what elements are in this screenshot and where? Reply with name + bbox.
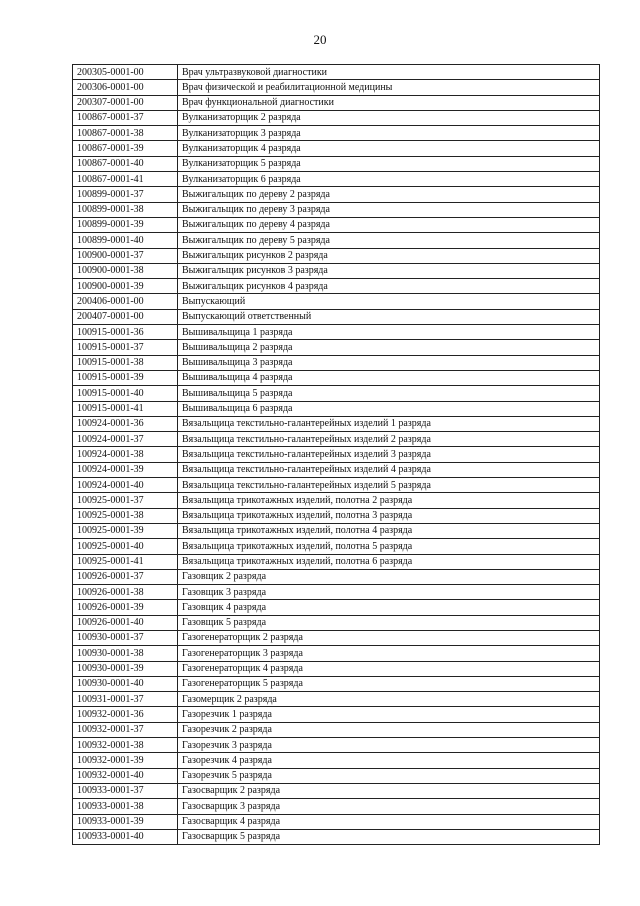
occupation-code-cell: 100925-0001-41 — [73, 554, 178, 569]
table-row — [73, 233, 600, 248]
table-row — [73, 523, 600, 538]
table-row — [73, 340, 600, 355]
table-row — [73, 615, 600, 630]
table-row — [73, 263, 600, 278]
table-row — [73, 325, 600, 340]
occupation-name-cell: Вышивальщица 6 разряда — [178, 401, 600, 416]
table-row — [73, 156, 600, 171]
table-row — [73, 309, 600, 324]
table-row — [73, 462, 600, 477]
occupation-name-cell: Газосварщик 4 разряда — [178, 814, 600, 829]
occupation-code-cell: 100925-0001-38 — [73, 508, 178, 523]
occupation-name-cell: Вязальщица текстильно-галантерейных изделий 3 разряда — [178, 447, 600, 462]
occupation-code-cell: 100924-0001-40 — [73, 478, 178, 493]
table-row — [73, 432, 600, 447]
occupation-name-cell: Вязальщица текстильно-галантерейных изделий 5 разряда — [178, 478, 600, 493]
occupation-code-cell: 100915-0001-38 — [73, 355, 178, 370]
occupation-name-cell: Вулканизаторщик 3 разряда — [178, 126, 600, 141]
table-row — [73, 478, 600, 493]
occupation-name-cell: Выжигальщик рисунков 4 разряда — [178, 279, 600, 294]
table-row — [73, 600, 600, 615]
occupation-code-cell: 100915-0001-39 — [73, 370, 178, 385]
occupation-code-cell: 100933-0001-39 — [73, 814, 178, 829]
occupation-code-cell: 200406-0001-00 — [73, 294, 178, 309]
table-row — [73, 539, 600, 554]
table-row — [73, 768, 600, 783]
occupation-name-cell: Газорезчик 4 разряда — [178, 753, 600, 768]
occupation-code-cell: 100932-0001-38 — [73, 738, 178, 753]
table-row — [73, 141, 600, 156]
occupation-name-cell: Газосварщик 2 разряда — [178, 783, 600, 798]
occupation-name-cell: Газогенераторщик 4 разряда — [178, 661, 600, 676]
table-row — [73, 248, 600, 263]
occupation-name-cell: Врач ультразвуковой диагностики — [178, 65, 600, 80]
table-row — [73, 172, 600, 187]
occupation-code-cell: 200307-0001-00 — [73, 95, 178, 110]
occupation-name-cell: Вязальщица текстильно-галантерейных изделий 2 разряда — [178, 432, 600, 447]
occupation-name-cell: Выпускающий — [178, 294, 600, 309]
table-row — [73, 187, 600, 202]
occupation-code-cell: 100867-0001-41 — [73, 172, 178, 187]
occupation-name-cell: Газосварщик 5 разряда — [178, 829, 600, 844]
occupation-code-cell: 200306-0001-00 — [73, 80, 178, 95]
occupation-name-cell: Выжигальщик по дереву 5 разряда — [178, 233, 600, 248]
occupation-name-cell: Газовщик 4 разряда — [178, 600, 600, 615]
occupation-code-cell: 100926-0001-38 — [73, 585, 178, 600]
occupation-code-cell: 100867-0001-37 — [73, 110, 178, 125]
table-row — [73, 126, 600, 141]
occupation-name-cell: Газовщик 5 разряда — [178, 615, 600, 630]
occupation-code-cell: 100867-0001-38 — [73, 126, 178, 141]
table-body — [73, 65, 600, 845]
occupation-name-cell: Вышивальщица 1 разряда — [178, 325, 600, 340]
occupation-name-cell: Вязальщица трикотажных изделий, полотна 3 разряда — [178, 508, 600, 523]
table-row — [73, 814, 600, 829]
occupation-name-cell: Вышивальщица 4 разряда — [178, 370, 600, 385]
occupation-code-cell: 100933-0001-40 — [73, 829, 178, 844]
table-row — [73, 217, 600, 232]
occupation-code-cell: 100925-0001-39 — [73, 523, 178, 538]
occupation-codes-table — [72, 64, 600, 845]
occupation-name-cell: Вулканизаторщик 6 разряда — [178, 172, 600, 187]
table-row — [73, 661, 600, 676]
occupation-name-cell: Вязальщица трикотажных изделий, полотна 5 разряда — [178, 539, 600, 554]
occupation-code-cell: 100930-0001-37 — [73, 630, 178, 645]
table-row — [73, 554, 600, 569]
occupation-name-cell: Вышивальщица 5 разряда — [178, 386, 600, 401]
occupation-code-cell: 100900-0001-38 — [73, 263, 178, 278]
occupation-name-cell: Газовщик 3 разряда — [178, 585, 600, 600]
occupation-name-cell: Вышивальщица 2 разряда — [178, 340, 600, 355]
occupation-code-cell: 100926-0001-37 — [73, 569, 178, 584]
table-row — [73, 508, 600, 523]
table-row — [73, 202, 600, 217]
occupation-code-cell: 100931-0001-37 — [73, 692, 178, 707]
table-row — [73, 401, 600, 416]
table-row — [73, 65, 600, 80]
occupation-code-cell: 200305-0001-00 — [73, 65, 178, 80]
occupation-code-cell: 100932-0001-39 — [73, 753, 178, 768]
occupation-name-cell: Газогенераторщик 3 разряда — [178, 646, 600, 661]
occupation-code-cell: 100915-0001-40 — [73, 386, 178, 401]
occupation-name-cell: Вязальщица трикотажных изделий, полотна 6 разряда — [178, 554, 600, 569]
occupation-code-cell: 100899-0001-37 — [73, 187, 178, 202]
occupation-name-cell: Вязальщица текстильно-галантерейных изделий 4 разряда — [178, 462, 600, 477]
occupation-code-cell: 100932-0001-37 — [73, 722, 178, 737]
occupation-name-cell: Вязальщица трикотажных изделий, полотна 2 разряда — [178, 493, 600, 508]
occupation-name-cell: Выпускающий ответственный — [178, 309, 600, 324]
occupation-name-cell: Выжигальщик рисунков 3 разряда — [178, 263, 600, 278]
table-row — [73, 493, 600, 508]
table-row — [73, 722, 600, 737]
occupation-code-cell: 100925-0001-37 — [73, 493, 178, 508]
occupation-code-cell: 200407-0001-00 — [73, 309, 178, 324]
occupation-code-cell: 100900-0001-39 — [73, 279, 178, 294]
occupation-code-cell: 100924-0001-38 — [73, 447, 178, 462]
table-row — [73, 753, 600, 768]
table-row — [73, 569, 600, 584]
table-row — [73, 692, 600, 707]
occupation-code-cell: 100900-0001-37 — [73, 248, 178, 263]
occupation-name-cell: Выжигальщик по дереву 2 разряда — [178, 187, 600, 202]
occupation-code-cell: 100933-0001-38 — [73, 799, 178, 814]
table-row — [73, 110, 600, 125]
occupation-name-cell: Газосварщик 3 разряда — [178, 799, 600, 814]
occupation-code-cell: 100915-0001-41 — [73, 401, 178, 416]
occupation-code-cell: 100867-0001-40 — [73, 156, 178, 171]
table-row — [73, 447, 600, 462]
occupation-name-cell: Газорезчик 5 разряда — [178, 768, 600, 783]
occupation-name-cell: Газорезчик 3 разряда — [178, 738, 600, 753]
occupation-name-cell: Газогенераторщик 2 разряда — [178, 630, 600, 645]
occupation-code-cell: 100932-0001-40 — [73, 768, 178, 783]
table-row — [73, 676, 600, 691]
table-row — [73, 279, 600, 294]
occupation-name-cell: Выжигальщик по дереву 3 разряда — [178, 202, 600, 217]
table-row — [73, 95, 600, 110]
table-row — [73, 80, 600, 95]
occupation-code-cell: 100899-0001-39 — [73, 217, 178, 232]
occupation-name-cell: Газовщик 2 разряда — [178, 569, 600, 584]
table-row — [73, 738, 600, 753]
table-row — [73, 585, 600, 600]
occupation-name-cell: Врач функциональной диагностики — [178, 95, 600, 110]
table-row — [73, 799, 600, 814]
occupation-code-cell: 100930-0001-40 — [73, 676, 178, 691]
table-row — [73, 370, 600, 385]
occupation-name-cell: Газорезчик 1 разряда — [178, 707, 600, 722]
occupation-code-cell: 100926-0001-40 — [73, 615, 178, 630]
table-row — [73, 355, 600, 370]
occupation-code-cell: 100924-0001-39 — [73, 462, 178, 477]
occupation-name-cell: Газогенераторщик 5 разряда — [178, 676, 600, 691]
occupation-name-cell: Газомерщик 2 разряда — [178, 692, 600, 707]
table-row — [73, 416, 600, 431]
table-row — [73, 707, 600, 722]
occupation-code-cell: 100930-0001-38 — [73, 646, 178, 661]
table-row — [73, 783, 600, 798]
occupation-name-cell: Вязальщица трикотажных изделий, полотна 4 разряда — [178, 523, 600, 538]
occupation-name-cell: Выжигальщик рисунков 2 разряда — [178, 248, 600, 263]
occupation-name-cell: Вулканизаторщик 4 разряда — [178, 141, 600, 156]
occupation-name-cell: Вязальщица текстильно-галантерейных изделий 1 разряда — [178, 416, 600, 431]
occupation-name-cell: Вулканизаторщик 5 разряда — [178, 156, 600, 171]
table-row — [73, 829, 600, 844]
occupation-code-cell: 100925-0001-40 — [73, 539, 178, 554]
occupation-code-cell: 100915-0001-37 — [73, 340, 178, 355]
occupation-code-cell: 100899-0001-40 — [73, 233, 178, 248]
occupation-code-cell: 100899-0001-38 — [73, 202, 178, 217]
page-number: 20 — [313, 32, 327, 47]
occupation-name-cell: Выжигальщик по дереву 4 разряда — [178, 217, 600, 232]
occupation-code-cell: 100932-0001-36 — [73, 707, 178, 722]
table-row — [73, 630, 600, 645]
occupation-name-cell: Газорезчик 2 разряда — [178, 722, 600, 737]
table-row — [73, 386, 600, 401]
occupation-code-cell: 100924-0001-37 — [73, 432, 178, 447]
occupation-code-cell: 100915-0001-36 — [73, 325, 178, 340]
occupation-code-cell: 100926-0001-39 — [73, 600, 178, 615]
occupation-name-cell: Вышивальщица 3 разряда — [178, 355, 600, 370]
table-row — [73, 294, 600, 309]
occupation-code-cell: 100930-0001-39 — [73, 661, 178, 676]
occupation-code-cell: 100924-0001-36 — [73, 416, 178, 431]
occupation-code-cell: 100933-0001-37 — [73, 783, 178, 798]
occupation-name-cell: Врач физической и реабилитационной медицины — [178, 80, 600, 95]
table-row — [73, 646, 600, 661]
occupation-name-cell: Вулканизаторщик 2 разряда — [178, 110, 600, 125]
occupation-code-cell: 100867-0001-39 — [73, 141, 178, 156]
